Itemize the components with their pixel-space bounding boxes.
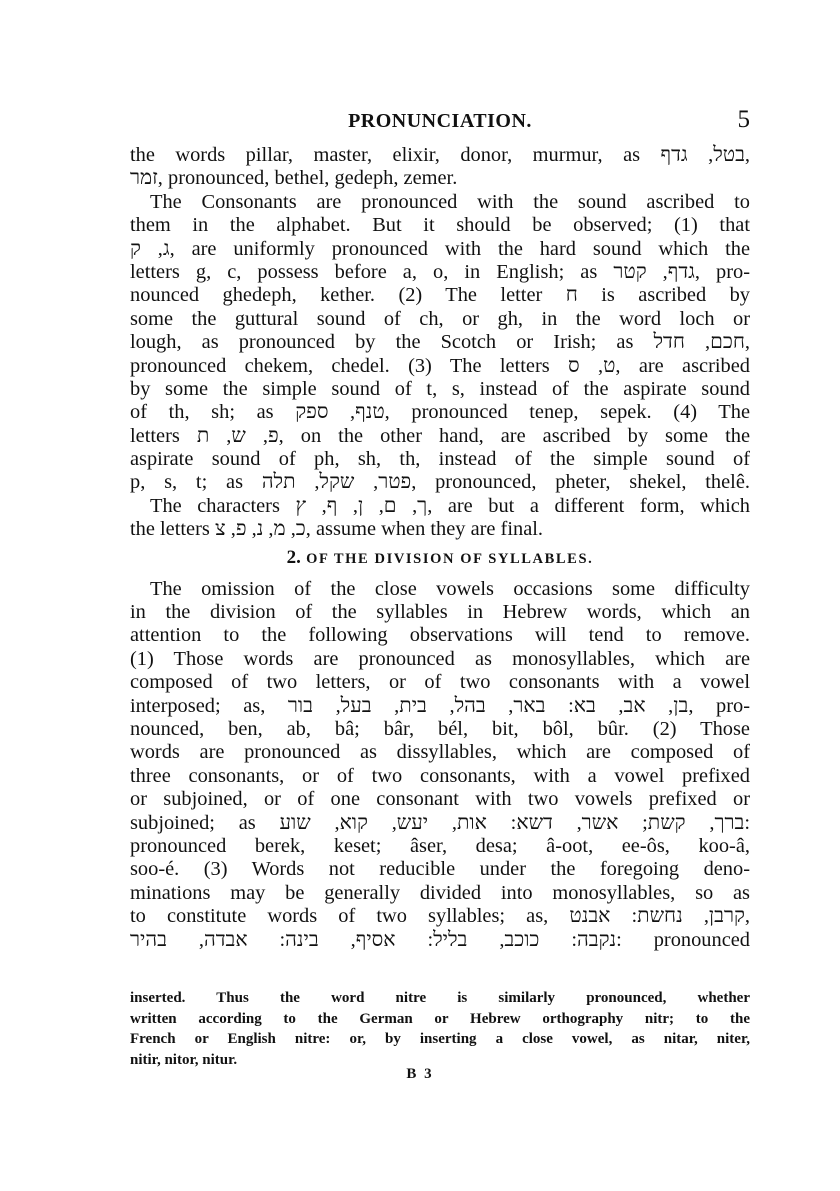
footnote-line: French or English nitre: or, by inserting a close vowel, as nitar, niter, [130, 1031, 750, 1047]
text-line: ג, ק, are uniformly pronounced with the hard sound which the [130, 237, 750, 260]
body-text [130, 144, 750, 952]
text-line: by some the simple sound of t, s, instead of the aspirate sound [130, 377, 750, 400]
text-line: interposed; as, בן, אב, בא: באר, בהל, בית, בעל, בור, pro- [130, 694, 750, 717]
running-head [130, 106, 750, 138]
text-line: the words pillar, master, elixir, donor, murmur, as בטל, גדף, [130, 144, 750, 166]
text-line: The Consonants are pronounced with the sound ascribed to [150, 190, 750, 213]
text-line: (1) Those words are pronounced as monosyllables, which are [130, 647, 750, 670]
footnote-line: written according to the German or Hebrew orthography nitr; to the [130, 1010, 750, 1027]
text-line: The omission of the close vowels occasions some difficulty [150, 577, 750, 600]
text-line: of th, sh; as טנף, ספק, pronounced tenep, sepek. (4) The [130, 401, 750, 424]
section-heading [130, 542, 750, 574]
page-number: 5 [737, 106, 750, 133]
text-line: attention to the following observations will tend to remove. [130, 624, 750, 647]
text-line: letters פ, ש, ת, on the other hand, are ascribed by some the [130, 424, 750, 447]
text-line: The characters ך, ם, ן, ף, ץ, are but a different form, which [150, 494, 750, 517]
text-line: three consonants, or of two consonants, with a vowel prefixed [130, 764, 750, 787]
text-line: letters g, c, possess before a, o, in English; as גדף, קטר, pro- [130, 260, 750, 283]
text-line: soo-é. (3) Words not reducible under the foregoing deno- [130, 858, 750, 881]
page-title: PRONUNCIATION. [348, 110, 532, 132]
text-line: or subjoined, or of one consonant with two vowels prefixed or [130, 788, 750, 811]
text-line: nounced, ben, ab, bâ; bâr, bél, bit, bôl, bûr. (2) Those [130, 717, 750, 740]
text-line: lough, as pronounced by the Scotch or Irish; as חכם, חדל, [130, 331, 750, 354]
text-line: subjoined; as ברך, קשת; אשר, דשא: אות, יעש, קוא, שוע: [130, 811, 750, 834]
text-line: composed of two letters, or of two consonants with a vowel [130, 671, 750, 694]
text-line: pronounced chekem, chedel. (3) The letters ט, ס, are ascribed [130, 354, 750, 377]
footnote [130, 988, 750, 1070]
signature-mark: B 3 [406, 1066, 434, 1082]
section-number: 2. [286, 546, 301, 568]
text-line: words are pronounced as dissyllables, which are composed of [130, 741, 750, 764]
text-line: them in the alphabet. But it should be observed; (1) that [130, 214, 750, 237]
footnote-line: nitir, nitor, nitur. [130, 1051, 238, 1068]
section-title: OF THE DIVISION OF SYLLABLES. [306, 550, 594, 567]
text-line: in the division of the syllables in Hebrew words, which an [130, 601, 750, 624]
text-line: נקבה: כוכב, בליל: אסיף, בינה: אבדה, בהיר: pronounced [130, 928, 750, 951]
text-line: minations may be generally divided into monosyllables, so as [130, 881, 750, 904]
text-line: aspirate sound of ph, sh, th, instead of the simple sound of [130, 448, 750, 471]
text-line: nounced ghedeph, kether. (2) The letter ח is ascribed by [130, 284, 750, 307]
text-line: some the guttural sound of ch, or gh, in the word loch or [130, 307, 750, 330]
text-line: the letters כ, מ, נ, פ, צ, assume when they are final. [130, 518, 544, 541]
text-line: זמר, pronounced, bethel, gedeph, zemer. [130, 167, 458, 190]
text-line: p, s, t; as פטר, שקל, תלה, pronounced, pheter, shekel, thelê. [130, 471, 750, 494]
text-line: pronounced berek, keset; âser, desa; â-oot, ee-ôs, koo-â, [130, 834, 750, 857]
text-line: to constitute words of two syllables; as, קרבן, נחשת: אבנט, [130, 905, 750, 928]
footnote-line: inserted. Thus the word nitre is similarly pronounced, whether [130, 990, 750, 1006]
